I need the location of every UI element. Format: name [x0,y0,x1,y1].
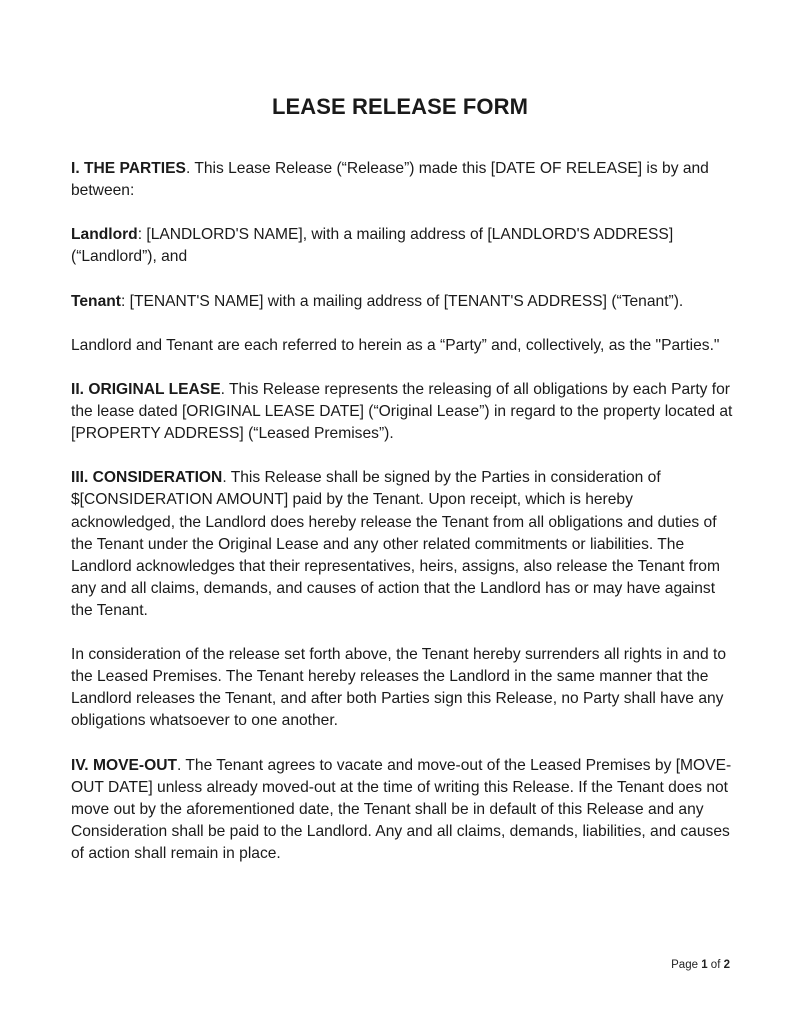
of-word: of [710,959,721,971]
current-page: 1 [701,959,708,971]
section-text: . The Tenant agrees to vacate and move-out of the Leased Premises by [MOVE-OUT DATE] unless already moved-out at the time of writing this Release. If the Tenant does not move out by the aforementioned date, the Tenant shall be in default of this Release and any Consideration shall be paid to the Landlord. Any and all claims, demands, liabilities, and causes of action shall remain in place. [71,756,732,862]
page-number [671,959,730,971]
section-consideration [71,467,739,622]
collective-paragraph [71,335,739,357]
section-heading: II. ORIGINAL LEASE [71,380,221,398]
tenant-text: : [TENANT'S NAME] with a mailing address of [TENANT'S ADDRESS] (“Tenant”). [120,292,684,310]
landlord-label: Landlord [71,226,138,244]
tenant-label: Tenant [71,292,121,310]
page-word: Page [671,959,698,971]
collective-text: Landlord and Tenant are each referred to herein as a “Party” and, collectively, as the "Parties." [71,336,720,354]
document-title: LEASE RELEASE FORM [271,94,529,119]
section-original-lease [71,379,739,445]
section-move-out [71,755,739,865]
surrender-text: In consideration of the release set forth above, the Tenant hereby surrenders all rights in and to the Leased Premises. The Tenant hereby releases the Landlord in the same manner that the Landlord releases the Tenant, and after both Parties sign this Release, no Party shall have any obligations whatsoever to one another. [71,646,727,730]
tenant-paragraph [71,291,739,313]
section-text: . This Lease Release (“Release”) made this [DATE OF RELEASE] is by and between: [71,160,709,200]
landlord-paragraph [71,224,739,268]
document-body [71,158,739,887]
section-heading: IV. MOVE-OUT [71,756,177,774]
surrender-paragraph [71,644,739,732]
section-text: . This Release shall be signed by the Parties in consideration of $[CONSIDERATION AMOUNT] paid by the Tenant. Upon receipt, which is hereby acknowledged, the Landlord does hereby release the Tenant from all obligations and duties of the Tenant under the Original Lease and any other related commitments or liabilities. The Landlord acknowledges that their representatives, heirs, assigns, also release the Tenant from any and all claims, demands, and causes of action that the Landlord has or may have against the Tenant. [71,469,720,619]
section-text: . This Release represents the releasing of all obligations by each Party for the lease dated [ORIGINAL LEASE DATE] (“Original Lease”) in regard to the property located at [PROPERTY ADDRESS] (“Leased Premises”). [71,380,733,443]
landlord-text: : [LANDLORD'S NAME], with a mailing address of [LANDLORD'S ADDRESS] (“Landlord”), and [71,226,674,266]
total-pages: 2 [723,959,730,971]
section-heading: III. CONSIDERATION [71,469,223,487]
section-heading: I. THE PARTIES [71,160,186,177]
section-parties [71,158,739,202]
